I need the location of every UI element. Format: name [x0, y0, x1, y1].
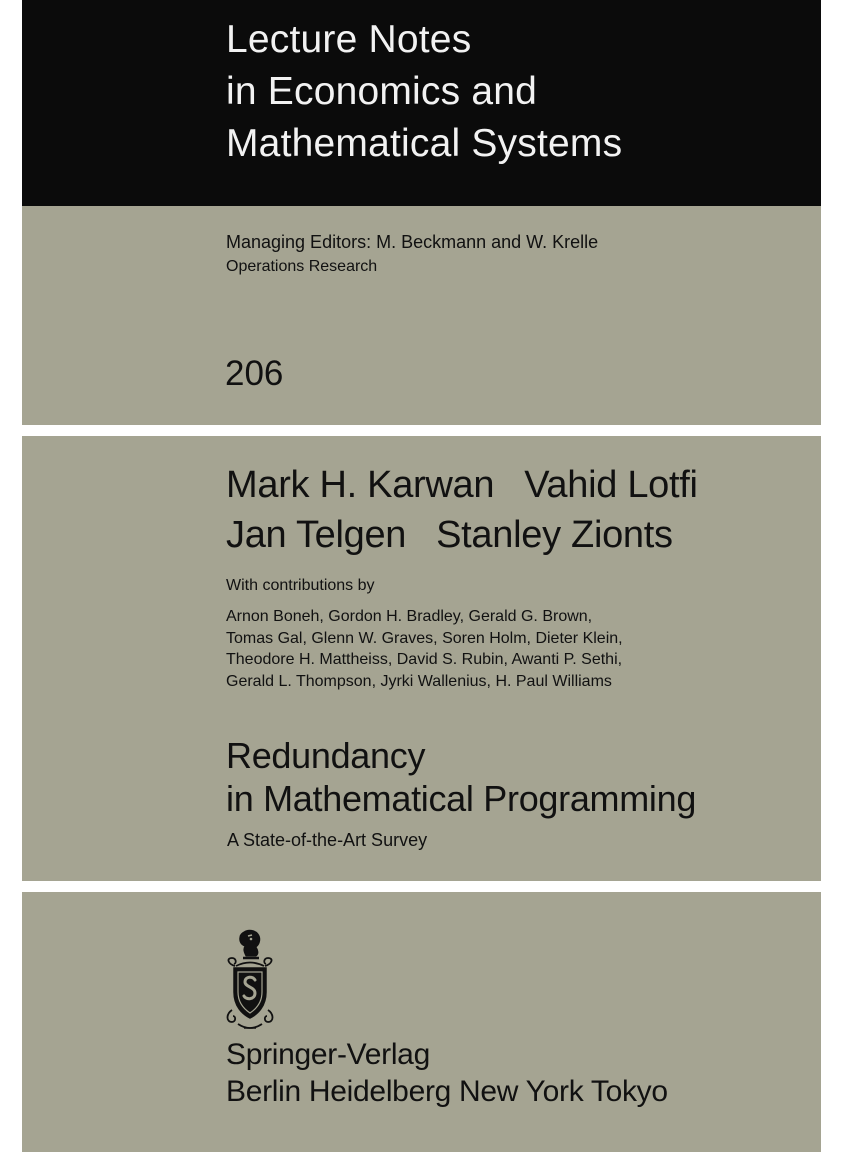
book-info-panel: [22, 436, 821, 881]
subseries-label: Operations Research: [226, 258, 378, 275]
author-line: [226, 510, 698, 560]
book-subtitle: A State-of-the-Art Survey: [227, 830, 428, 850]
series-title-line: Lecture Notes: [226, 18, 472, 61]
series-title: [226, 14, 622, 170]
author-name: Jan Telgen: [226, 514, 407, 556]
author-name: Vahid Lotfi: [524, 464, 698, 506]
author-line: [226, 460, 698, 510]
series-info-panel: [22, 206, 821, 425]
springer-knight-icon: [218, 928, 282, 1036]
author-list: [226, 460, 698, 560]
contributions-label: With contributions by: [226, 577, 375, 594]
publisher-name: [226, 1036, 668, 1110]
contributor-line: Arnon Boneh, Gordon H. Bradley, Gerald G. Brown,: [226, 608, 593, 625]
volume-number: 206: [225, 354, 284, 393]
series-title-line: Mathematical Systems: [226, 122, 623, 165]
publisher-panel: [22, 892, 821, 1152]
contributor-list: [226, 606, 623, 692]
contributor-line: Theodore H. Mattheiss, David S. Rubin, Awanti P. Sethi,: [226, 651, 623, 668]
author-name: Mark H. Karwan: [226, 464, 495, 506]
book-title: [226, 734, 696, 820]
publisher-line: Springer-Verlag: [226, 1038, 430, 1071]
series-header: [22, 0, 821, 206]
managing-editors: Managing Editors: M. Beckmann and W. Krelle: [226, 232, 599, 252]
contributor-line: Tomas Gal, Glenn W. Graves, Soren Holm, Dieter Klein,: [226, 629, 623, 647]
book-title-line: in Mathematical Programming: [226, 778, 697, 819]
book-title-line: Redundancy: [226, 735, 426, 776]
series-title-line: in Economics and: [226, 70, 538, 113]
publisher-line: Berlin Heidelberg New York Tokyo: [226, 1075, 668, 1108]
contributor-line: Gerald L. Thompson, Jyrki Wallenius, H. Paul Williams: [226, 672, 612, 690]
author-name: Stanley Zionts: [436, 514, 673, 556]
